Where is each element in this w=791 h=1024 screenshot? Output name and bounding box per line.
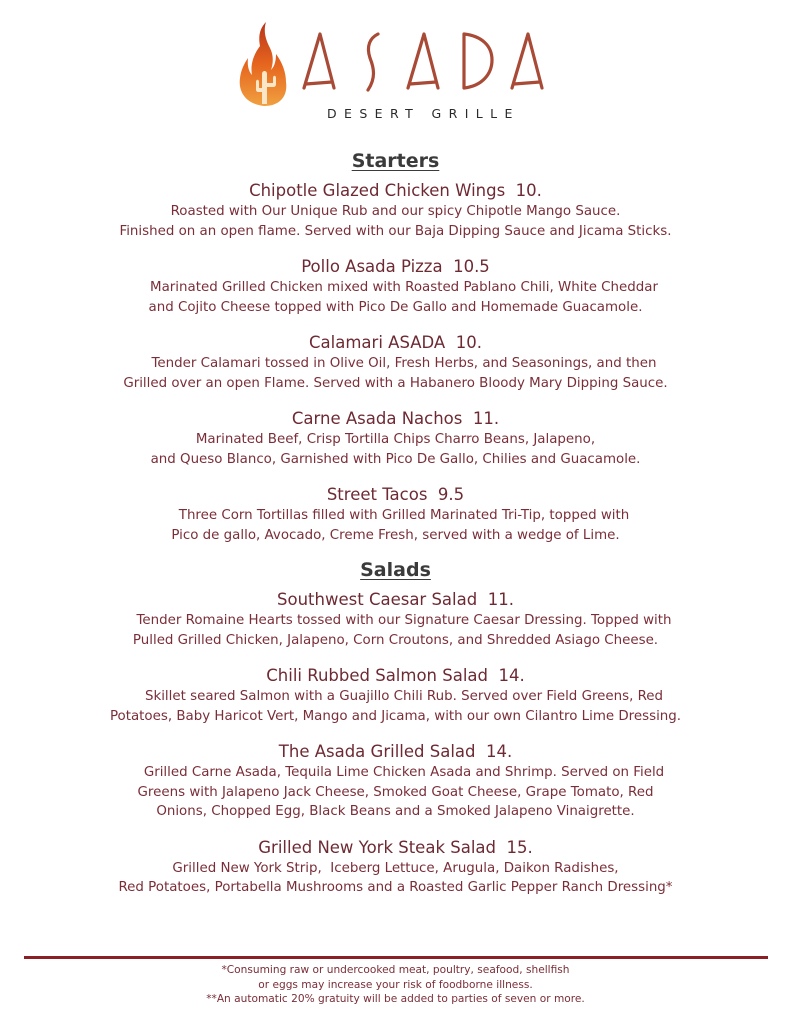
- item-desc-line: Potatoes, Baby Haricot Vert, Mango and Jicama, with our own Cilantro Lime Dressing.: [109, 708, 682, 724]
- item-desc-line: Marinated Beef, Crisp Tortilla Chips Charro Beans, Jalapeno,: [195, 432, 596, 447]
- footer-line: *Consuming raw or undercooked meat, poultry, seafood, shellfish: [221, 964, 570, 976]
- menu-item: [0, 407, 791, 469]
- item-desc-line: Tender Calamari tossed in Olive Oil, Fresh Herbs, and Seasonings, and then: [134, 356, 657, 371]
- item-desc-line: Red Potatoes, Portabella Mushrooms and a Roasted Garlic Pepper Ranch Dressing*: [118, 880, 673, 895]
- item-name: Pollo Asada Pizza 10.5: [301, 257, 490, 276]
- item-desc-line: Onions, Chopped Egg, Black Beans and a Smoked Jalapeno Vinaigrette.: [156, 804, 635, 819]
- flame-cactus-icon: [236, 22, 292, 106]
- item-desc-line: Three Corn Tortillas filled with Grilled Marinated Tri-Tip, topped with: [161, 508, 630, 523]
- item-desc-line: Pico de gallo, Avocado, Creme Fresh, served with a wedge of Lime.: [171, 527, 620, 543]
- menu-item: [0, 331, 791, 393]
- item-desc-line: Skillet seared Salmon with a Guajillo Chili Rub. Served over Field Greens, Red: [127, 689, 664, 704]
- menu-item: [0, 483, 791, 545]
- brand-wordmark: [294, 30, 554, 94]
- footer-divider: [24, 956, 768, 959]
- footer-line: or eggs may increase your risk of foodborne illness.: [258, 978, 533, 991]
- footer-line: **An automatic 20% gratuity will be added to parties of seven or more.: [206, 993, 585, 1005]
- item-name: Street Tacos 9.5: [326, 485, 465, 504]
- menu-item: [0, 255, 791, 317]
- item-desc-line: Grilled over an open Flame. Served with a Habanero Bloody Mary Dipping Sauce.: [123, 375, 668, 391]
- item-desc-line: and Queso Blanco, Garnished with Pico De Gallo, Chilies and Guacamole.: [150, 451, 641, 467]
- menu-item: [0, 836, 791, 898]
- footer-disclaimer: [0, 963, 791, 1007]
- item-desc-line: Marinated Grilled Chicken mixed with Roasted Pablano Chili, White Cheddar: [133, 280, 658, 295]
- section-title-starters: Starters: [351, 150, 440, 172]
- menu-item: [0, 179, 791, 241]
- item-name: Chili Rubbed Salmon Salad 14.: [266, 666, 525, 685]
- item-name: Grilled New York Steak Salad 15.: [258, 837, 533, 857]
- brand-tagline: DESERT GRILLE: [327, 106, 520, 121]
- item-desc-line: Tender Romaine Hearts tossed with our Signature Caesar Dressing. Topped with: [119, 613, 672, 628]
- item-name: Chipotle Glazed Chicken Wings 10.: [249, 181, 542, 200]
- item-name: The Asada Grilled Salad 14.: [278, 742, 513, 761]
- logo: [0, 14, 791, 124]
- item-name: Carne Asada Nachos 11.: [291, 409, 500, 428]
- item-desc-line: Roasted with Our Unique Rub and our spicy Chipotle Mango Sauce.: [170, 204, 621, 219]
- item-desc-line: Grilled Carne Asada, Tequila Lime Chicken Asada and Shrimp. Served on Field: [126, 765, 665, 780]
- logo-letter-a: [294, 30, 346, 94]
- menu-content: [0, 148, 791, 898]
- item-desc-line: Pulled Grilled Chicken, Jalapeno, Corn Croutons, and Shredded Asiago Cheese.: [132, 632, 659, 648]
- menu-item: [0, 664, 791, 726]
- menu-item: [0, 588, 791, 650]
- logo-letter-a: [398, 30, 450, 94]
- logo-letter-a: [502, 30, 554, 94]
- item-name: Calamari ASADA 10.: [309, 333, 482, 352]
- logo-letter-d: [450, 30, 502, 94]
- menu-item: [0, 740, 791, 822]
- section-title-salads: Salads: [360, 559, 431, 581]
- item-name: Southwest Caesar Salad 11.: [277, 590, 514, 609]
- item-desc-line: Greens with Jalapeno Jack Cheese, Smoked Goat Cheese, Grape Tomato, Red: [137, 784, 654, 800]
- item-desc-line: Finished on an open flame. Served with our Baja Dipping Sauce and Jicama Sticks.: [119, 223, 672, 239]
- logo-letter-s: [346, 30, 398, 94]
- item-desc-line: Grilled New York Strip, Iceberg Lettuce, Arugula, Daikon Radishes,: [172, 860, 619, 876]
- item-desc-line: and Cojito Cheese topped with Pico De Gallo and Homemade Guacamole.: [148, 299, 643, 315]
